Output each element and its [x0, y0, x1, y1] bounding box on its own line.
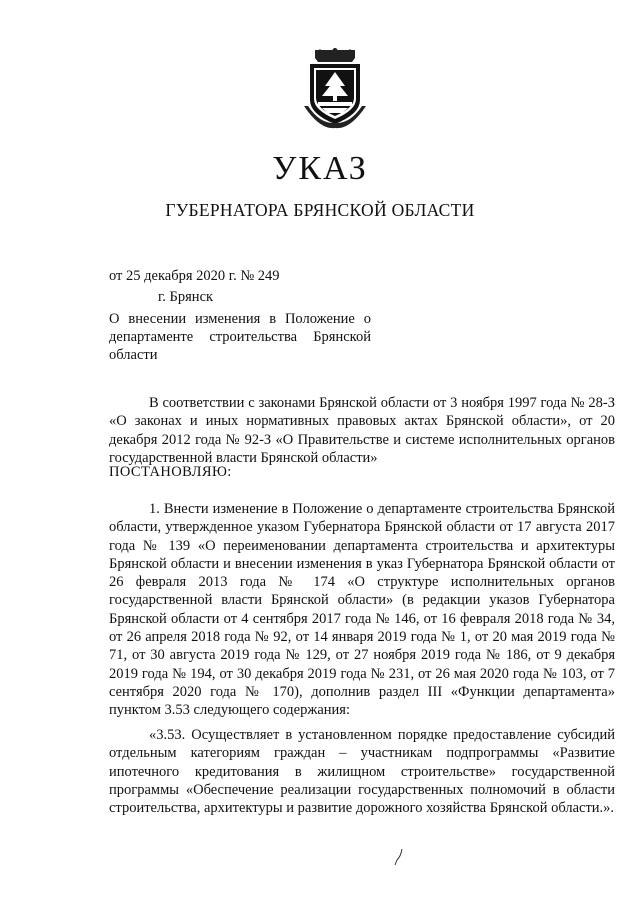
coat-of-arms-emblem — [300, 48, 370, 130]
paragraph-quote: «3.53. Осуществляет в установленном порядке предоставление субсидий отдельным категориям граждан – участникам подпрограммы «Развитие ипотечного кредитования в жилищном строительстве» государственной программы «Обеспечение реализации государственных полномочий в области строительства, архитектуры и развитие дорожного хозяйства Брянской области.». — [109, 727, 615, 817]
document-title: УКАЗ — [272, 150, 368, 187]
paragraph-item-1: 1. Внести изменение в Положение о департаменте строительства Брянской области, утвержденное указом Губернатора Брянской области от 17 августа 2017 года № 139 «О переименовании департамента строительства и архитектуры Брянской области и внесении изменения в указ Губернатора Брянской области от 26 февраля 2013 года № 174 «О структуре исполнительных органов государственной власти Брянской области» (в редакции указов Губернатора Брянской области от 4 сентября 2017 года № 146, от 16 февраля 2018 года № 34, от 26 апреля 2018 года № 92, от 14 января 2019 года № 1, от 20 мая 2019 года № 71, от 30 августа 2019 года № 129, от 27 ноября 2019 года № 186, от 9 декабря 2019 года № 194, от 30 декабря 2019 года № 231, от 26 мая 2020 года № 103, от 7 сентября 2020 года № 170), дополнив раздел III «Функции департамента» пунктом 3.53 следующего содержания: — [109, 501, 615, 719]
signature-mark — [392, 848, 406, 866]
document-city: г. Брянск — [158, 289, 214, 305]
paragraph-intro: В соответствии с законами Брянской области от 3 ноября 1997 года № 28-З «О законах и иных нормативных правовых актах Брянской области», от 20 декабря 2012 года № 92-З «О Правительстве и системе исполнительных органов государственной власти Брянской области» — [109, 395, 615, 466]
document-date-number: от 25 декабря 2020 г. № 249 — [109, 268, 280, 284]
document-subtitle: ГУБЕРНАТОРА БРЯНСКОЙ ОБЛАСТИ — [165, 200, 475, 220]
document-subject: О внесении изменения в Положение о департаменте строительства Брянской области — [109, 311, 371, 363]
paragraph-decree: ПОСТАНОВЛЯЮ: — [109, 464, 232, 480]
